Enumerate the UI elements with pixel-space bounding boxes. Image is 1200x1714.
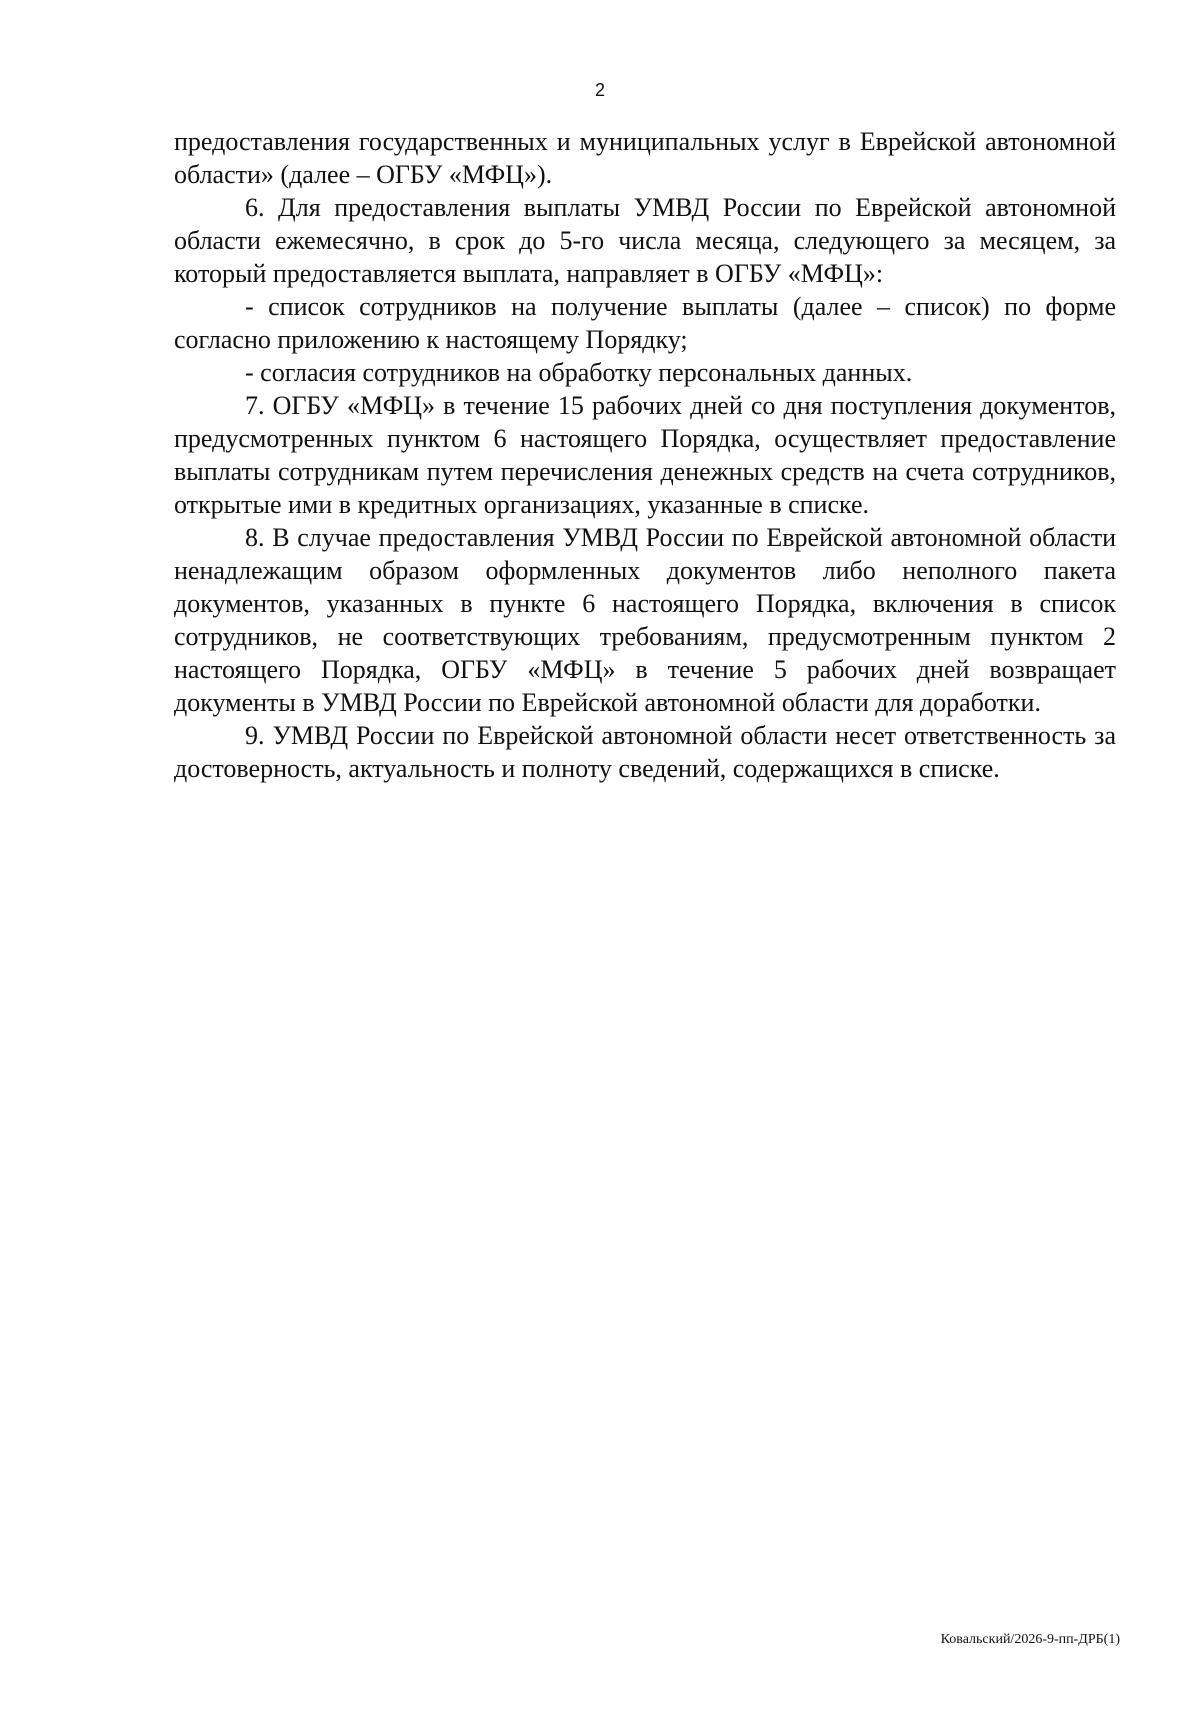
page-number: 2 — [594, 80, 605, 100]
paragraph-continuation: предоставления государственных и муниципальных услуг в Еврейской автономной области» (далее – ОГБУ «МФЦ»). — [174, 127, 1116, 189]
paragraph-item-6: 6. Для предоставления выплаты УМВД России по Еврейской автономной области ежемесячно, в срок до 5-го числа месяца, следующего за месяцем, за который предоставляется выплата, направляет в ОГБУ «МФЦ»: — [174, 193, 1116, 288]
paragraph-item-8: 8. В случае предоставления УМВД России по Еврейской автономной области ненадлежащим образом оформленных документов либо неполного пакета документов, указанных в пункте 6 настоящего Порядка, включения в список сотрудников, не соответствующих требованиям, предусмотренным пунктом 2 настоящего Порядка, ОГБУ «МФЦ» в течение 5 рабочих дней возвращает документы в УМВД России по Еврейской автономной области для доработки. — [174, 523, 1116, 717]
paragraph-consent: - согласия сотрудников на обработку персональных данных. — [245, 358, 913, 387]
paragraph-item-7: 7. ОГБУ «МФЦ» в течение 15 рабочих дней со дня поступления документов, предусмотренных пунктом 6 настоящего Порядка, осуществляет предоставление выплаты сотрудникам путем перечисления денежных средств на счета сотрудников, открытые ими в кредитных организациях, указанные в списке. — [174, 391, 1116, 519]
document-body — [174, 125, 1116, 785]
paragraph-item-9: 9. УМВД России по Еврейской автономной области несет ответственность за достоверность, актуальность и полноту сведений, содержащихся в списке. — [174, 721, 1116, 783]
paragraph-list-employees: - список сотрудников на получение выплаты (далее – список) по форме согласно приложению к настоящему Порядку; — [174, 292, 1116, 354]
document-footer-code: Ковальский/2026-9-пп-ДРБ(1) — [940, 1632, 1120, 1647]
